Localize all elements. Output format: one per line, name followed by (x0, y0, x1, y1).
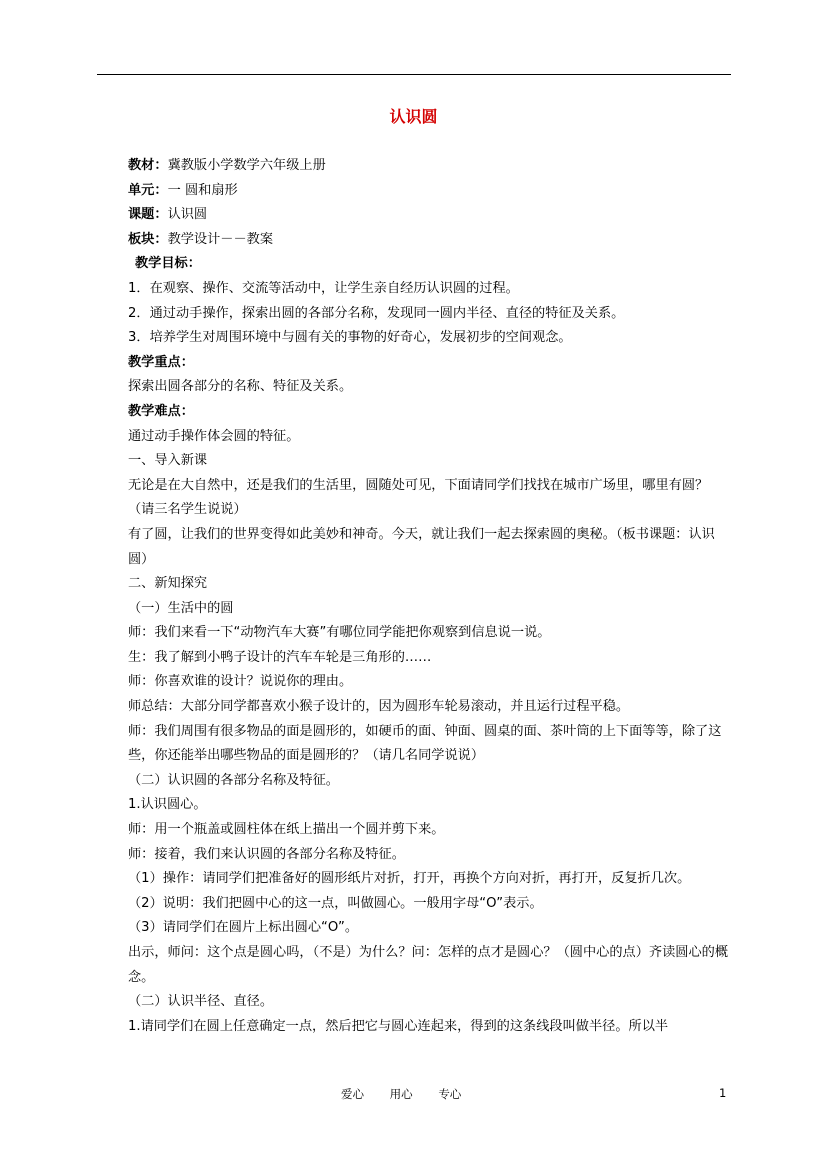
lesson-body (128, 449, 731, 1039)
goals-heading: 教学目标： (135, 256, 201, 272)
document-body (128, 154, 731, 1039)
body-paragraph: 有了圆，让我们的世界变得如此美妙和神奇。今天，就让我们一起去探索圆的奥秘。（板书课题：认识圆） (128, 526, 715, 567)
body-paragraph: 师：接着，我们来认识圆的各部分名称及特征。 (128, 846, 405, 862)
page-title: 认识圆 (389, 107, 438, 126)
goal-item: 1．在观察、操作、交流等活动中，让学生亲自经历认识圆的过程。 (128, 280, 519, 296)
body-paragraph: （3）请同学们在圆片上标出圆心“O”。 (128, 920, 359, 936)
focus-heading: 教学重点： (128, 354, 194, 370)
motto-word: 用心 (389, 1087, 413, 1101)
body-paragraph: 师：用一个瓶盖或圆柱体在纸上描出一个圆并剪下来。 (128, 822, 445, 838)
body-paragraph: （1）操作：请同学们把准备好的圆形纸片对折，打开，再换个方向对折，再打开，反复折几次。 (128, 871, 691, 887)
body-paragraph: 师：你喜欢谁的设计？说说你的理由。 (128, 674, 353, 690)
page-number: 1 (719, 1086, 727, 1100)
body-paragraph: （二）认识半径、直径。 (128, 994, 274, 1010)
motto-word: 专心 (438, 1087, 462, 1101)
body-paragraph: （一）生活中的圆 (128, 600, 234, 616)
meta-line: 课题：认识圆 (128, 207, 208, 223)
body-paragraph: 出示，师问：这个点是圆心吗，（不是）为什么？问：怎样的点才是圆心？（圆中心的点）齐读圆心的概念。 (128, 945, 729, 985)
meta-line: 教材：冀教版小学数学六年级上册 (128, 158, 326, 173)
difficulty-heading: 教学难点： (128, 403, 194, 419)
meta-line: 单元：一 圆和扇形 (128, 182, 238, 198)
goal-item: 2．通过动手操作，探索出圆的各部分名称，发现同一圆内半径、直径的特征及关系。 (128, 305, 625, 321)
body-paragraph: 师：我们周围有很多物品的面是圆形的，如硬币的面、钟面、圆桌的面、茶叶筒的上下面等等，除了这些，你还能举出哪些物品的面是圆形的？（请几名同学说说） (128, 723, 722, 764)
body-paragraph: 二、新知探究 (128, 576, 208, 592)
body-paragraph: （2）说明：我们把圆中心的这一点，叫做圆心。一般用字母“O”表示。 (128, 895, 543, 911)
meta-line: 板块：教学设计－－教案 (128, 231, 274, 247)
focus-text: 探索出圆各部分的名称、特征及关系。 (128, 379, 353, 395)
header-rule (97, 74, 731, 75)
body-paragraph: 师总结：大部分同学都喜欢小猴子设计的，因为圆形车轮易滚动，并且运行过程平稳。 (128, 699, 630, 715)
body-paragraph: 1.请同学们在圆上任意确定一点，然后把它与圆心连起来，得到的这条线段叫做半径。所以半 (128, 1018, 669, 1034)
footer-motto (341, 1086, 483, 1102)
body-paragraph: 师：我们来看一下“动物汽车大赛”有哪位同学能把你观察到信息说一说。 (128, 625, 551, 641)
difficulty-text: 通过动手操作体会圆的特征。 (128, 428, 300, 444)
body-paragraph: 无论是在大自然中，还是我们的生活里，圆随处可见，下面请同学们找找在城市广场里，哪里有圆？（请三名学生说说） (128, 477, 709, 518)
goal-item: 3．培养学生对周围环境中与圆有关的事物的好奇心，发展初步的空间观念。 (128, 330, 572, 346)
motto-word: 爱心 (341, 1087, 364, 1101)
body-paragraph: 一、导入新课 (128, 453, 208, 469)
body-paragraph: （二）认识圆的各部分名称及特征。 (128, 772, 339, 788)
body-paragraph: 1.认识圆心。 (128, 797, 207, 813)
body-paragraph: 生：我了解到小鸭子设计的汽车车轮是三角形的…… (128, 649, 432, 665)
